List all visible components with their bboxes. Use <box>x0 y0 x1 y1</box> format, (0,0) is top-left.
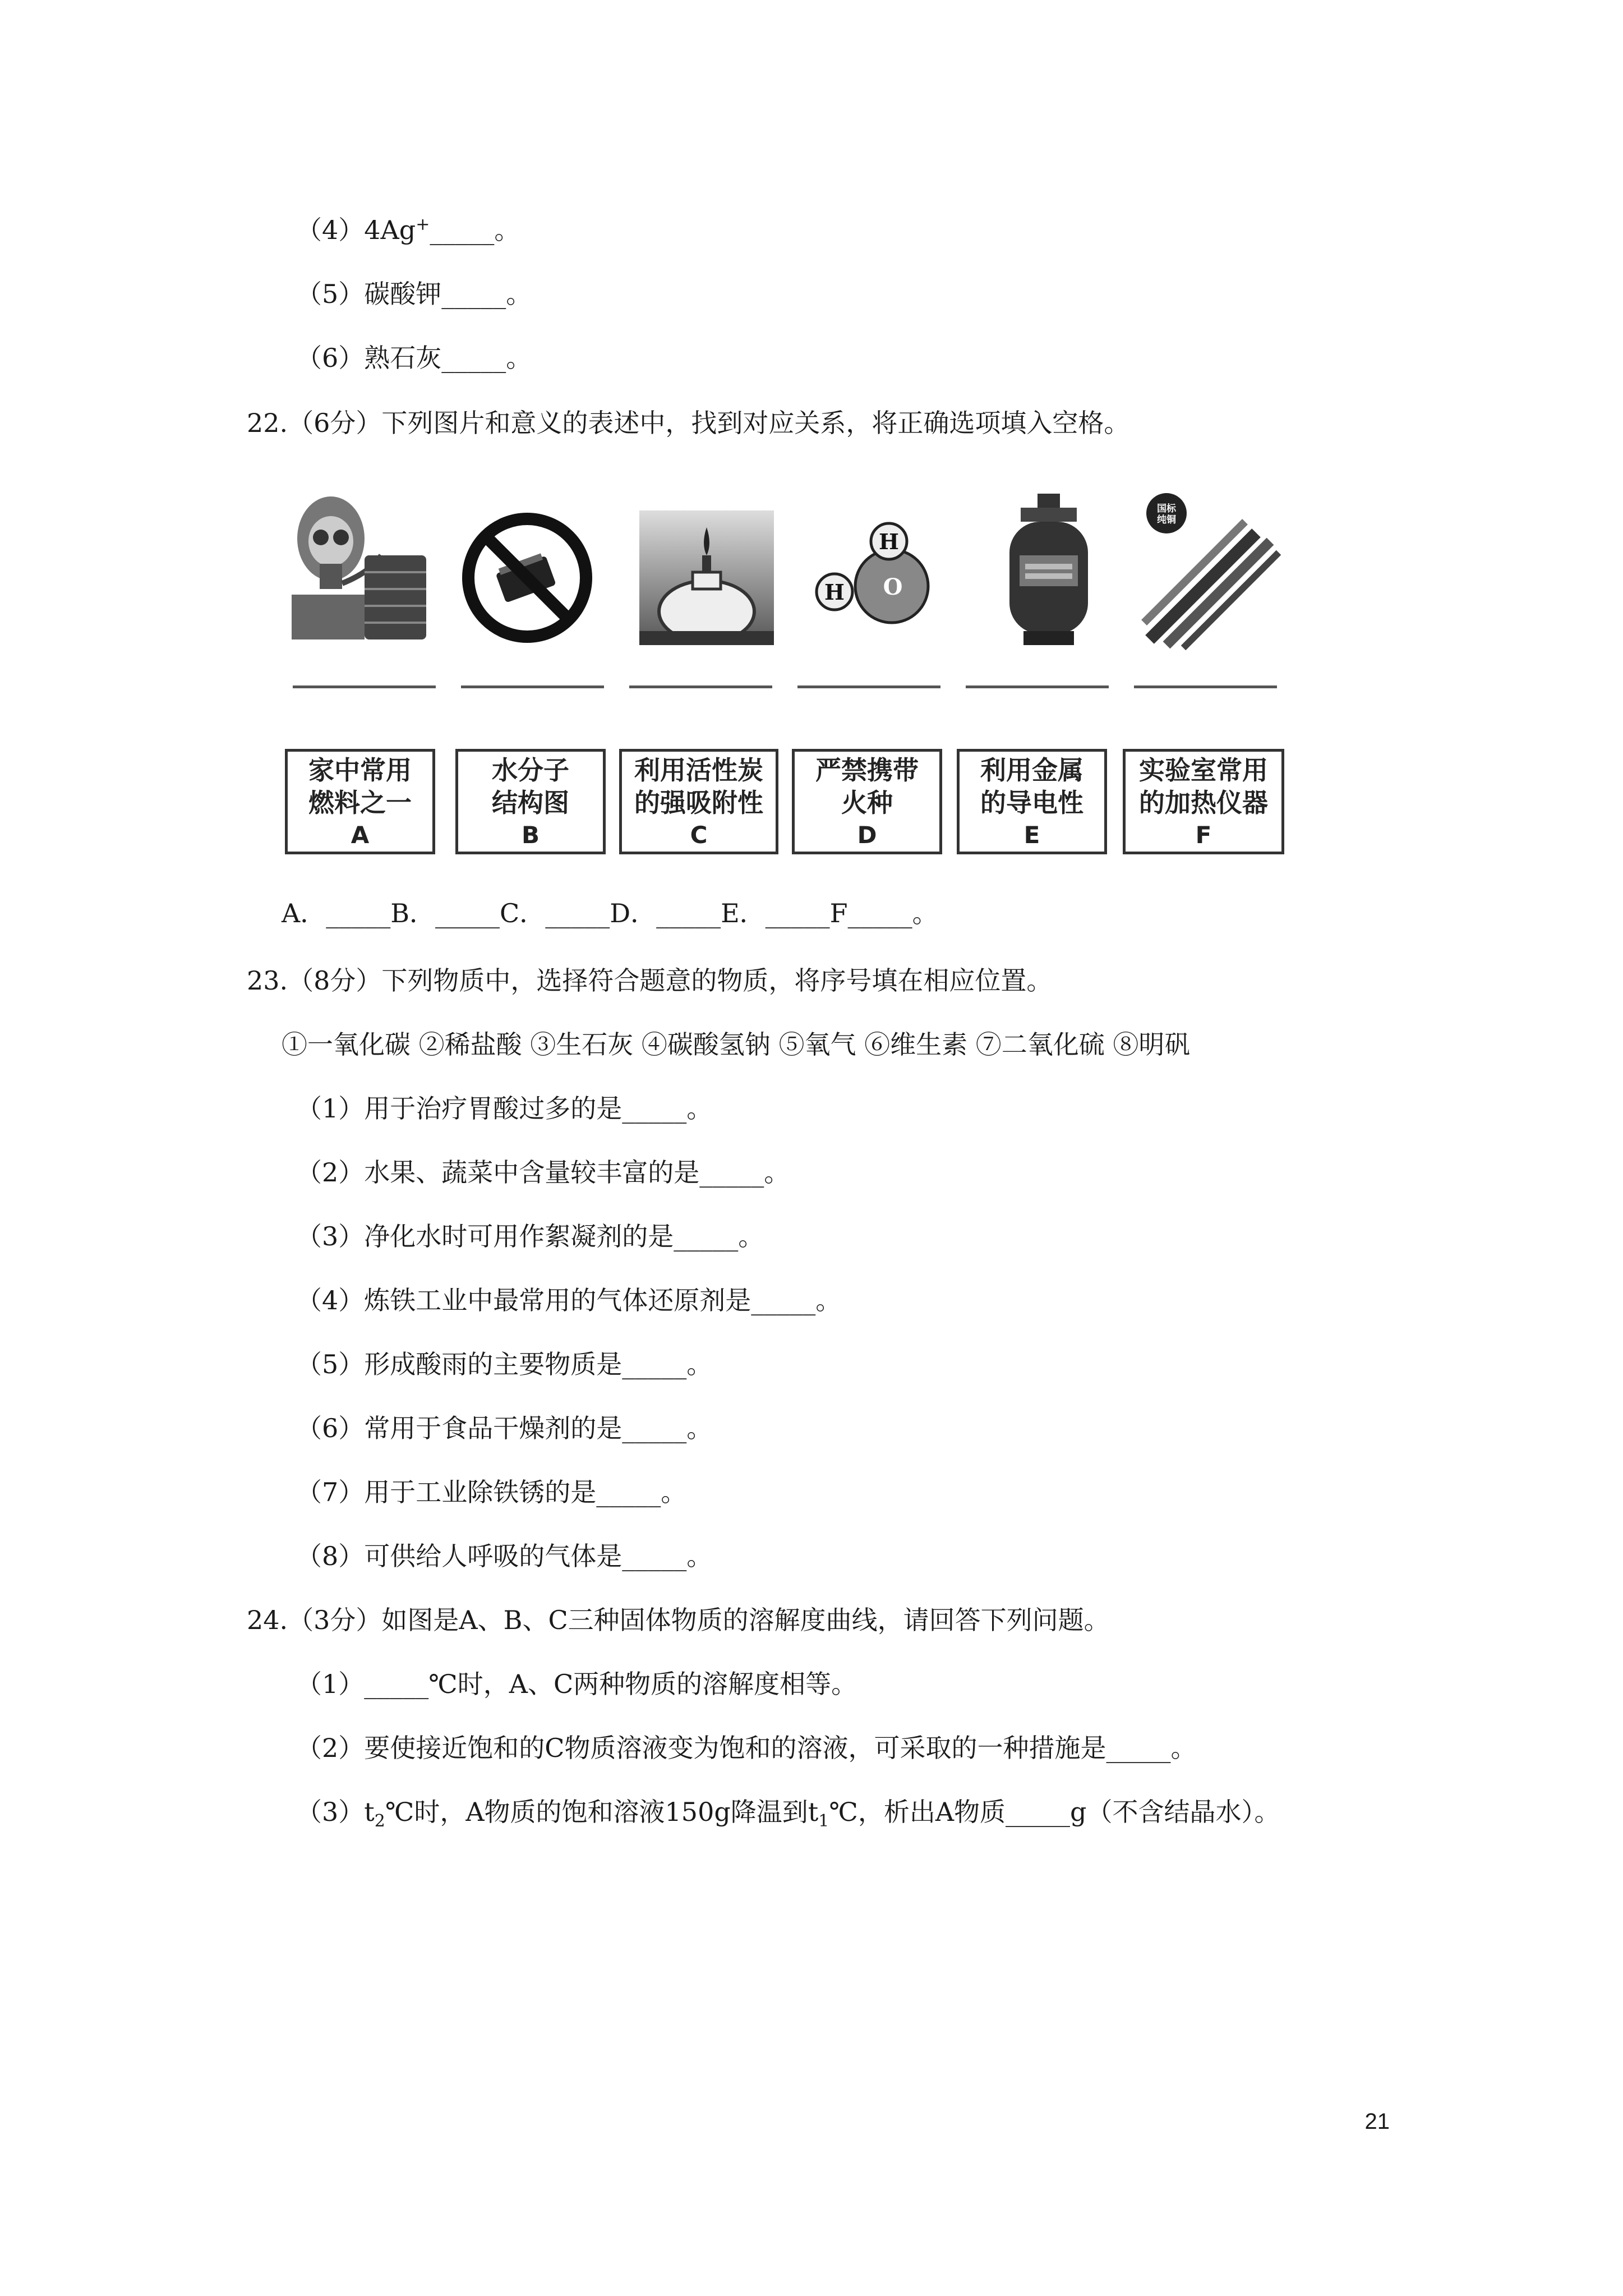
wire-badge-top: 国标 <box>1157 503 1176 514</box>
answer-blank-4[interactable] <box>797 685 940 688</box>
wire-badge-bottom: 纯铜 <box>1157 514 1176 526</box>
q24-stem: 24.（3分）如图是A、B、C三种固体物质的溶解度曲线，请回答下列问题。 <box>247 1605 1110 1635</box>
q23-item6: （6）常用于食品干燥剂的是_____。 <box>296 1413 713 1443</box>
atom-label-h1: H <box>879 529 899 554</box>
q23-options: ①一氧化碳 ②稀盐酸 ③生石灰 ④碳酸氢钠 ⑤氧气 ⑥维生素 ⑦二氧化硫 ⑧明矾 <box>282 1029 1191 1060</box>
q23-item3: （3）净化水时可用作絮凝剂的是_____。 <box>296 1221 764 1251</box>
alcohol-lamp-icon <box>634 488 780 651</box>
answer-blank-1[interactable] <box>293 685 436 688</box>
gas-mask-icon <box>286 488 432 651</box>
answer-blank-2[interactable] <box>461 685 604 688</box>
q24-item1: （1）_____℃时，A、C两种物质的溶解度相等。 <box>296 1669 857 1699</box>
q21-item4: （4）4Ag+_____。 <box>296 214 520 245</box>
q23-stem: 23.（8分）下列物质中，选择符合题意的物质，将序号填在相应位置。 <box>247 965 1053 996</box>
answer-blank-6[interactable] <box>1134 685 1277 688</box>
q23-item8: （8）可供给人呼吸的气体是_____。 <box>296 1541 713 1571</box>
q24-item2: （2）要使接近饱和的C物质溶液变为饱和的溶液，可采取的一种措施是_____。 <box>296 1733 1197 1763</box>
no-fire-sign-icon <box>454 488 600 651</box>
q23-item1: （1）用于治疗胃酸过多的是_____。 <box>296 1093 713 1124</box>
q23-item4: （4）炼铁工业中最常用的气体还原剂是_____。 <box>296 1285 842 1315</box>
q23-item2: （2）水果、蔬菜中含量较丰富的是_____。 <box>296 1157 790 1188</box>
label-box-d: 严禁携带 火种 D <box>792 749 942 854</box>
page-number: 21 <box>1364 2109 1390 2134</box>
wires-icon <box>1138 488 1284 651</box>
q23-item5: （5）形成酸雨的主要物质是_____。 <box>296 1349 713 1379</box>
answer-blank-5[interactable] <box>966 685 1109 688</box>
answer-blank-3[interactable] <box>629 685 772 688</box>
q21-item6: （6）熟石灰_____。 <box>296 343 532 373</box>
atom-label-o: O <box>883 574 903 600</box>
atom-label-h2: H <box>824 579 845 605</box>
label-box-a: 家中常用 燃料之一 A <box>285 749 435 854</box>
q23-item7: （7）用于工业除铁锈的是_____。 <box>296 1477 687 1507</box>
q22-answer-line: A．_____B．_____C．_____D．_____E．_____F_____。 <box>282 898 938 928</box>
label-box-f: 实验室常用 的加热仪器 F <box>1123 749 1284 854</box>
label-box-b: 水分子 结构图 B <box>455 749 606 854</box>
water-molecule-icon <box>808 488 953 651</box>
q22-stem: 22.（6分）下列图片和意义的表述中，找到对应关系，将正确选项填入空格。 <box>247 408 1130 438</box>
label-box-e: 利用金属 的导电性 E <box>957 749 1107 854</box>
label-box-c: 利用活性炭 的强吸附性 C <box>619 749 778 854</box>
q24-item3: $(3)t_2℃$时，A物质的饱和溶液150g降温到$t_1℃$，析出A物质_____g（不含结晶水）。 <box>296 1797 1280 1832</box>
gas-cylinder-icon <box>976 488 1122 651</box>
q21-item5: （5）碳酸钾_____。 <box>296 279 532 309</box>
